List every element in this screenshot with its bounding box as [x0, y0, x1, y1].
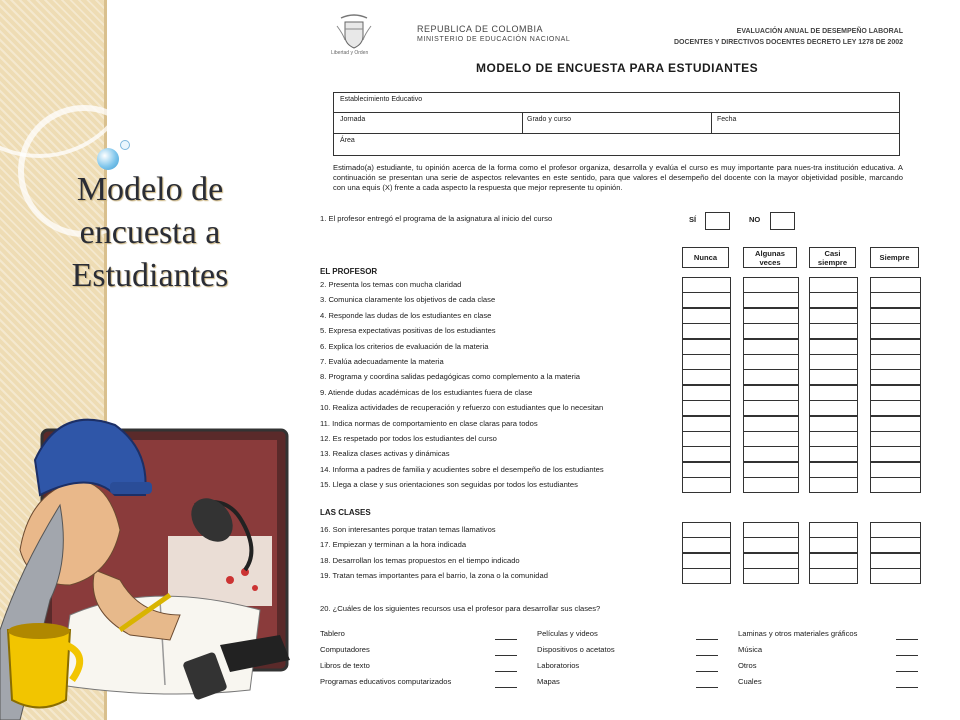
survey-item: 9. Atiende dudas académicas de los estudiantes fuera de clase [320, 387, 533, 397]
response-checkbox[interactable] [809, 369, 858, 385]
response-checkbox[interactable] [809, 568, 858, 584]
response-checkbox[interactable] [682, 369, 731, 385]
response-checkbox[interactable] [809, 477, 858, 493]
response-checkbox[interactable] [682, 446, 731, 462]
resource-answer-blank[interactable] [696, 646, 718, 656]
column-header-nunca: Nunca [682, 247, 729, 268]
response-checkbox[interactable] [682, 477, 731, 493]
survey-item: 10. Realiza actividades de recuperación y refuerzo con estudiantes que lo necesitan [320, 403, 604, 413]
yes-checkbox[interactable] [705, 212, 730, 230]
response-checkbox[interactable] [809, 339, 858, 355]
response-checkbox[interactable] [682, 385, 731, 401]
question-1: 1. El profesor entregó el programa de la asignatura al inicio del curso [320, 214, 553, 223]
response-checkbox[interactable] [743, 400, 799, 416]
response-checkbox[interactable] [682, 416, 731, 432]
column-header-casi-siempre: Casi siempre [809, 247, 856, 268]
response-checkbox[interactable] [870, 568, 921, 584]
header-republic: REPUBLICA DE COLOMBIA [417, 24, 544, 34]
response-checkbox[interactable] [809, 385, 858, 401]
survey-item: 19. Tratan temas importantes para el barrio, la zona o la comunidad [320, 571, 548, 581]
response-checkbox[interactable] [809, 416, 858, 432]
response-checkbox[interactable] [870, 416, 921, 432]
resource-answer-blank[interactable] [896, 630, 918, 640]
slide-title-line-2: encuesta a [79, 214, 221, 251]
resource-answer-blank[interactable] [495, 630, 517, 640]
resource-option: Laminas y otros materiales gráficos [738, 629, 858, 638]
response-checkbox[interactable] [809, 462, 858, 478]
label-area: Área [340, 137, 355, 144]
response-checkbox[interactable] [682, 568, 731, 584]
resource-answer-blank[interactable] [495, 662, 517, 672]
document-title: MODELO DE ENCUESTA PARA ESTUDIANTES [476, 61, 759, 75]
survey-item: 3. Comunica claramente los objetivos de cada clase [320, 295, 496, 305]
response-checkbox[interactable] [870, 537, 921, 553]
resource-option: Cuales [738, 677, 762, 686]
response-checkbox[interactable] [870, 431, 921, 447]
resource-answer-blank[interactable] [896, 646, 918, 656]
yes-label: SÍ [689, 215, 697, 224]
response-checkbox[interactable] [870, 292, 921, 308]
response-checkbox[interactable] [743, 385, 799, 401]
response-checkbox[interactable] [682, 522, 731, 538]
response-checkbox[interactable] [682, 308, 731, 324]
survey-item: 16. Son interesantes porque tratan temas llamativos [320, 525, 496, 534]
header-right [674, 26, 903, 48]
resource-option: Programas educativos computarizados [320, 677, 452, 686]
response-checkbox[interactable] [682, 400, 731, 416]
response-checkbox[interactable] [809, 308, 858, 324]
question-20: 20. ¿Cuáles de los siguientes recursos usa el profesor para desarrollar sus clases? [320, 604, 601, 613]
label-grado: Grado y curso [527, 116, 571, 123]
response-checkbox[interactable] [809, 323, 858, 339]
no-label: NO [749, 215, 761, 224]
slide-title [40, 168, 260, 297]
response-checkbox[interactable] [682, 339, 731, 355]
header-left [417, 24, 570, 43]
info-row-establecimiento [334, 93, 899, 113]
header-ministry: MINISTERIO DE EDUCACIÓN NACIONAL [417, 36, 571, 43]
response-checkbox[interactable] [870, 354, 921, 370]
info-row-jornada [334, 113, 899, 134]
response-checkbox[interactable] [682, 292, 731, 308]
response-checkbox[interactable] [743, 292, 799, 308]
resource-answer-blank[interactable] [495, 678, 517, 688]
slide-title-line-1: Modelo de [76, 171, 224, 208]
label-jornada: Jornada [340, 116, 366, 123]
response-checkbox[interactable] [809, 400, 858, 416]
response-checkbox[interactable] [870, 400, 921, 416]
field-divider [522, 113, 523, 133]
survey-item: 14. Informa a padres de familia y acudientes sobre el desempeño de los estudiantes [320, 464, 604, 474]
response-checkbox[interactable] [682, 553, 731, 569]
response-checkbox[interactable] [870, 339, 921, 355]
response-checkbox[interactable] [809, 292, 858, 308]
decorative-bubble-small [120, 140, 130, 150]
response-checkbox[interactable] [743, 568, 799, 584]
response-checkbox[interactable] [743, 522, 799, 538]
response-checkbox[interactable] [809, 522, 858, 538]
response-checkbox[interactable] [809, 277, 858, 293]
survey-item: 6. Explica los criterios de evaluación de la materia [320, 341, 489, 351]
response-checkbox[interactable] [870, 462, 921, 478]
response-checkbox[interactable] [743, 416, 799, 432]
resource-answer-blank[interactable] [696, 678, 718, 688]
response-checkbox[interactable] [682, 462, 731, 478]
resource-option: Laboratorios [537, 661, 580, 670]
survey-item: 11. Indica normas de comportamiento en clase claras para todos [320, 418, 538, 428]
response-checkbox[interactable] [743, 431, 799, 447]
response-checkbox[interactable] [682, 323, 731, 339]
response-checkbox[interactable] [870, 553, 921, 569]
column-header-siempre: Siempre [870, 247, 919, 268]
response-checkbox[interactable] [682, 537, 731, 553]
response-checkbox[interactable] [743, 354, 799, 370]
decorative-bubble-large [97, 148, 119, 170]
no-checkbox[interactable] [770, 212, 795, 230]
response-checkbox[interactable] [809, 553, 858, 569]
student-studying-illustration [0, 400, 300, 720]
survey-item: 15. Llega a clase y sus orientaciones son seguidas por todos los estudiantes [320, 480, 578, 490]
resource-option: Otros [738, 661, 757, 670]
response-checkbox[interactable] [809, 354, 858, 370]
response-checkbox[interactable] [743, 446, 799, 462]
column-header-algunas-veces: Algunas veces [743, 247, 797, 268]
survey-item: 8. Programa y coordina salidas pedagógicas como complemento a la materia [320, 372, 581, 382]
response-checkbox[interactable] [809, 446, 858, 462]
response-checkbox[interactable] [682, 431, 731, 447]
response-checkbox[interactable] [870, 446, 921, 462]
resource-option: Computadores [320, 645, 370, 654]
resource-option: Tablero [320, 629, 345, 638]
survey-item: 2. Presenta los temas con mucha claridad [320, 280, 462, 289]
header-evaluation: EVALUACIÓN ANUAL DE DESEMPEÑO LABORAL [736, 28, 903, 35]
resource-answer-blank[interactable] [896, 678, 918, 688]
header-decree: DOCENTES Y DIRECTIVOS DOCENTES DECRETO LEY 1278 DE 2002 [674, 39, 903, 46]
response-checkbox[interactable] [743, 477, 799, 493]
response-checkbox[interactable] [743, 537, 799, 553]
info-fields-box [333, 92, 900, 156]
resource-option: Música [738, 645, 763, 654]
resource-answer-blank[interactable] [696, 662, 718, 672]
response-checkbox[interactable] [870, 308, 921, 324]
response-checkbox[interactable] [809, 537, 858, 553]
field-divider [711, 113, 712, 133]
survey-item: 17. Empiezan y terminan a la hora indicada [320, 540, 467, 550]
survey-item: 7. Evalúa adecuadamente la materia [320, 357, 444, 366]
survey-item: 12. Es respetado por todos los estudiantes del curso [320, 434, 497, 443]
resource-option: Dispositivos o acetatos [537, 645, 615, 654]
response-checkbox[interactable] [870, 277, 921, 293]
survey-item: 18. Desarrollan los temas propuestos en el tiempo indicado [320, 555, 520, 565]
survey-document [300, 0, 960, 720]
resource-option: Mapas [537, 677, 560, 686]
intro-paragraph: Estimado(a) estudiante, tu opinión acerca de la forma como el profesor organiza, desarrolla y evalúa el curso es muy importante para nues-tra institución educativa. A continuación se presentan una serie de aspectos relevantes en este sentido, para que valores el desempeño del docente con la mayor objetividad posible, marcando con una equis (X) frente a cada aspecto la respuesta que mejor represente tu opinión. [333, 163, 903, 192]
section-el-profesor: EL PROFESOR [320, 267, 378, 276]
label-fecha: Fecha [717, 116, 737, 123]
response-checkbox[interactable] [743, 553, 799, 569]
response-checkbox[interactable] [743, 308, 799, 324]
response-checkbox[interactable] [743, 339, 799, 355]
resource-answer-blank[interactable] [896, 662, 918, 672]
response-checkbox[interactable] [870, 477, 921, 493]
response-checkbox[interactable] [743, 369, 799, 385]
survey-item: 13. Realiza clases activas y dinámicas [320, 449, 450, 459]
response-checkbox[interactable] [743, 277, 799, 293]
response-checkbox[interactable] [743, 462, 799, 478]
response-checkbox[interactable] [743, 323, 799, 339]
response-checkbox[interactable] [682, 277, 731, 293]
resource-answer-blank[interactable] [495, 646, 517, 656]
emblem-caption: Libertad y Orden [331, 50, 369, 56]
response-checkbox[interactable] [682, 354, 731, 370]
resource-option: Películas y videos [537, 629, 598, 638]
slide-title-line-3: Estudiantes [71, 257, 229, 294]
response-checkbox[interactable] [870, 369, 921, 385]
resource-option: Libros de texto [320, 661, 370, 670]
survey-item: 4. Responde las dudas de los estudiantes en clase [320, 310, 492, 320]
label-establecimiento: Establecimiento Educativo [340, 96, 423, 103]
section-las-clases: LAS CLASES [320, 508, 371, 517]
response-checkbox[interactable] [870, 385, 921, 401]
survey-item: 5. Expresa expectativas positivas de los estudiantes [320, 326, 496, 336]
response-checkbox[interactable] [870, 522, 921, 538]
resource-answer-blank[interactable] [696, 630, 718, 640]
response-checkbox[interactable] [870, 323, 921, 339]
response-checkbox[interactable] [809, 431, 858, 447]
